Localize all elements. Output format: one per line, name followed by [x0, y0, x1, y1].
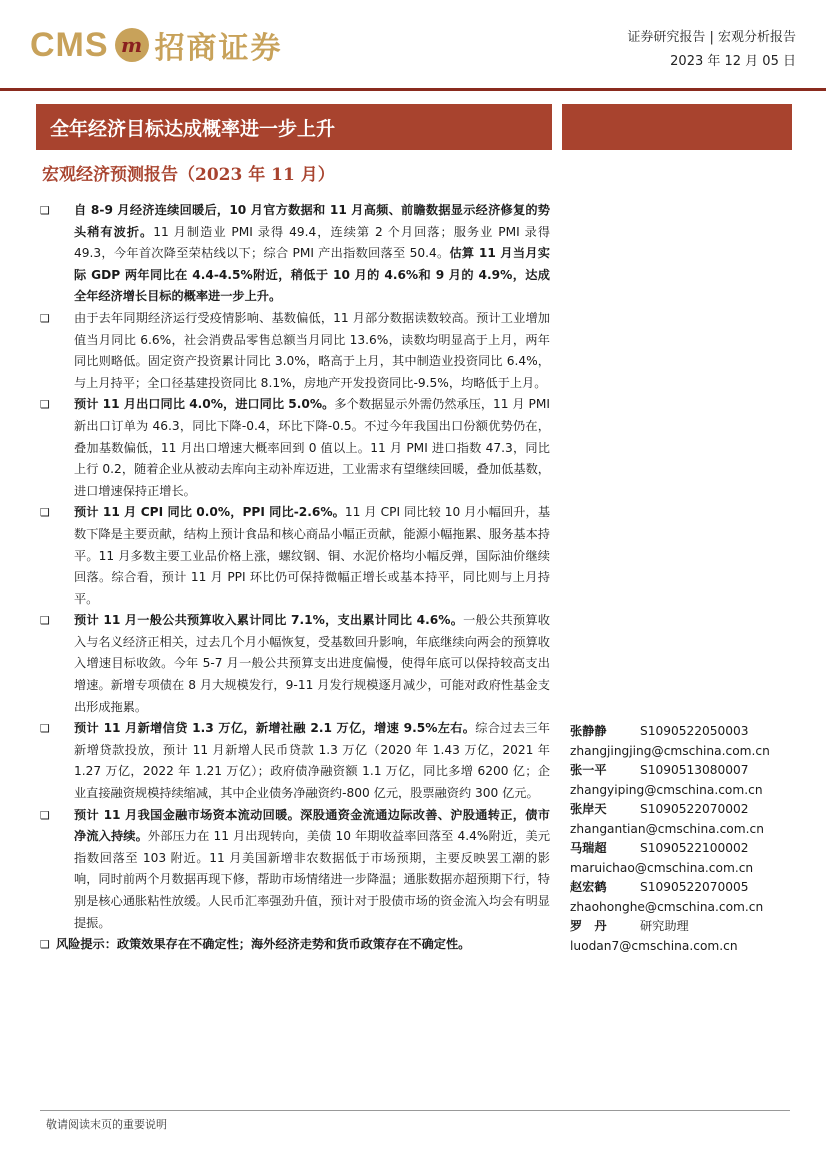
contact-name: 张岸天 [570, 802, 607, 816]
contact-name: 马瑞超 [570, 841, 607, 855]
item-text: 一般公共预算收入与名义经济正相关，过去几个月小幅恢复，受基数回升影响，年底继续向两会的预算收入增速目标收敛。今年 5-7 月一般公共预算支出进度偏慢，使得年底可以保持较高支出增速。新增专项债在 8 月大规模发行，9-11 月发行规模逐月减少，可能对政府性基金支出形成拖累。 [74, 613, 550, 714]
item-bold: 预计 11 月出口同比 4.0%，进口同比 5.0%。 [74, 397, 335, 412]
contact-email[interactable]: zhangjingjing@cmschina.com.cn [570, 743, 770, 758]
page-title: 全年经济目标达成概率进一步上升 [50, 118, 336, 140]
item-text: 外部压力在 11 月出现转向，美债 10 年期收益率回落至 4.4%附近，美元指数回落至 103 附近。11 月美国新增非农数据低于市场预期，主要反映罢工潮的影响，同时前两个月数据再现下修，帮助市场情绪进一步降温；通胀数据亦超预期下行，特别是核心通胀粘性放缓。人民币汇率强劲升值，预计对于股债市场的资金流入均会有明显提振。 [74, 829, 551, 930]
contact-name: 张静静 [570, 724, 607, 738]
logo-text: CMS [30, 25, 109, 64]
item-text: 由于去年同期经济运行受疫情影响、基数偏低，11 月部分数据读数较高。预计工业增加值当月同比 6.6%，社会消费品零售总额当月同比 13.6%，读数均明显高于上月，两年同比则略低。固定资产投资累计同比 3.0%，略高于上月，其中制造业投资同比 6.4%，与上月持平；全口径基建投资同比 8.1%，房地产开发投资同比-9.5%，均略低于上月。 [74, 310, 550, 390]
side-band [562, 104, 792, 150]
item-text: 多个数据显示外需仍然承压，11 月 PMI 新出口订单为 46.3，同比下降-0.4，环比下降-0.5。不过今年我国出口份额优势仍在，叠加基数偏低，11 月出口增速大概率回到 0 值以上。11 月 PMI 进口指数 47.3，同比上行 0.2，随着企业从被动去库向主动补库迈进，工业需求有望继续回暖，叠加低基数，进口增速保持正增长。 [74, 397, 550, 498]
summary-item-6 [40, 718, 550, 804]
item-text: 综合过去三年新增贷款投放，预计 11 月新增人民币贷款 1.3 万亿（2020 年 1.43 万亿，2021 年 1.27 万亿，2022 年 1.21 万亿）；政府债净融资额 1.1 万亿，同比多增 6200 亿；企业直接融资规模持续缩减，其中企业债务净融资约-800 亿元，股票融资约 300 亿元。 [74, 721, 550, 801]
report-body [40, 200, 550, 956]
bullet-icon: ❑ [40, 808, 50, 822]
contact-id: S1090522050003 [640, 724, 749, 738]
header-info [627, 26, 796, 74]
summary-item-2 [40, 308, 550, 394]
contact-entry [570, 722, 800, 761]
contact-email[interactable]: zhaohonghe@cmschina.com.cn [570, 899, 764, 914]
summary-item-1 [40, 200, 550, 308]
summary-item-7 [40, 805, 550, 935]
logo-badge-letter: m [120, 33, 143, 57]
item-bold-2: 估算 11 月当月实际 GDP 两年同比在 4.4-4.5%附近，稍低于 10 月的 4.6%和 9 月的 4.9%，达成全年经济增长目标的概率进一步上升。 [74, 246, 550, 304]
page-subtitle: 宏观经济预测报告（2023 年 11 月） [42, 165, 335, 185]
bullet-icon: ❑ [40, 506, 50, 520]
logo [30, 22, 283, 68]
contact-name: 罗 丹 [570, 919, 607, 933]
item-bold: 预计 11 月我国金融市场资本流动回暖。深股通资金流通边际改善、沪股通转正，债市净流入持续。 [74, 807, 550, 844]
footer-note: 敬请阅读末页的重要说明 [46, 1118, 167, 1131]
bullet-icon: ❑ [40, 398, 50, 412]
contact-entry [570, 839, 800, 878]
contact-id: S1090522070005 [640, 880, 749, 894]
report-type: 证券研究报告 | 宏观分析报告 [627, 30, 796, 45]
header-rule [0, 88, 826, 91]
bullet-icon: ❑ [40, 614, 50, 628]
contact-entry [570, 800, 800, 839]
title-band [36, 104, 552, 150]
bullet-icon: ❑ [40, 722, 50, 736]
contact-email[interactable]: zhangantian@cmschina.com.cn [570, 821, 764, 836]
footer-rule [40, 1110, 790, 1111]
contact-name: 张一平 [570, 763, 607, 777]
contact-email[interactable]: zhangyiping@cmschina.com.cn [570, 782, 763, 797]
bullet-icon: ❑ [40, 204, 50, 217]
summary-item-3 [40, 394, 550, 502]
contact-entry [570, 761, 800, 800]
report-date: 2023 年 12 月 05 日 [670, 54, 796, 69]
item-bold: 预计 11 月一般公共预算收入累计同比 7.1%，支出累计同比 4.6%。 [74, 613, 464, 628]
contact-email[interactable]: luodan7@cmschina.com.cn [570, 938, 738, 953]
bullet-icon: ❑ [40, 938, 50, 952]
summary-item-4 [40, 502, 550, 610]
item-bold: 预计 11 月新增信贷 1.3 万亿，新增社融 2.1 万亿，增速 9.5%左右。 [74, 721, 476, 736]
item-text: 11 月 CPI 同比较 10 月小幅回升，基数下降是主要贡献，结构上预计食品和核心商品小幅正贡献，能源小幅拖累、服务基本持平。11 月多数主要工业品价格上涨，螺纹钢、铜、水泥价格均小幅反弹，国际油价继续回落。综合看，预计 11 月 PPI 环比仍可保持微幅正增长或基本持平，同比则与上月持平。 [74, 505, 551, 606]
summary-item-5 [40, 610, 550, 718]
contact-id: S1090522100002 [640, 841, 749, 855]
bullet-icon: ❑ [40, 311, 50, 325]
risk-item [40, 934, 550, 956]
logo-badge-icon [115, 28, 149, 62]
contact-entry [570, 917, 800, 956]
contact-email[interactable]: maruichao@cmschina.com.cn [570, 860, 754, 875]
contact-name: 赵宏鹤 [570, 880, 607, 894]
item-bold: 预计 11 月 CPI 同比 0.0%，PPI 同比-2.6%。 [74, 505, 345, 520]
contact-id: S1090513080007 [640, 763, 749, 777]
contact-entry [570, 878, 800, 917]
risk-text: 风险提示：政策效果存在不确定性；海外经济走势和货币政策存在不确定性。 [56, 937, 471, 952]
item-bold: 自 8-9 月经济连续回暖后，10 月官方数据和 11 月高频、前瞻数据显示经济修复的势头稍有波折。 [74, 203, 550, 239]
analyst-contacts [570, 722, 800, 956]
contact-id: S1090522070002 [640, 802, 749, 816]
contact-id: 研究助理 [640, 919, 689, 933]
logo-cn: 招商证券 [154, 31, 283, 66]
item-text: 11 月制造业 PMI 录得 49.4，连续第 2 个月回落；服务业 PMI 录得 49.3，今年首次降至荣枯线以下；综合 PMI 产出指数回落至 50.4。 [74, 224, 551, 261]
